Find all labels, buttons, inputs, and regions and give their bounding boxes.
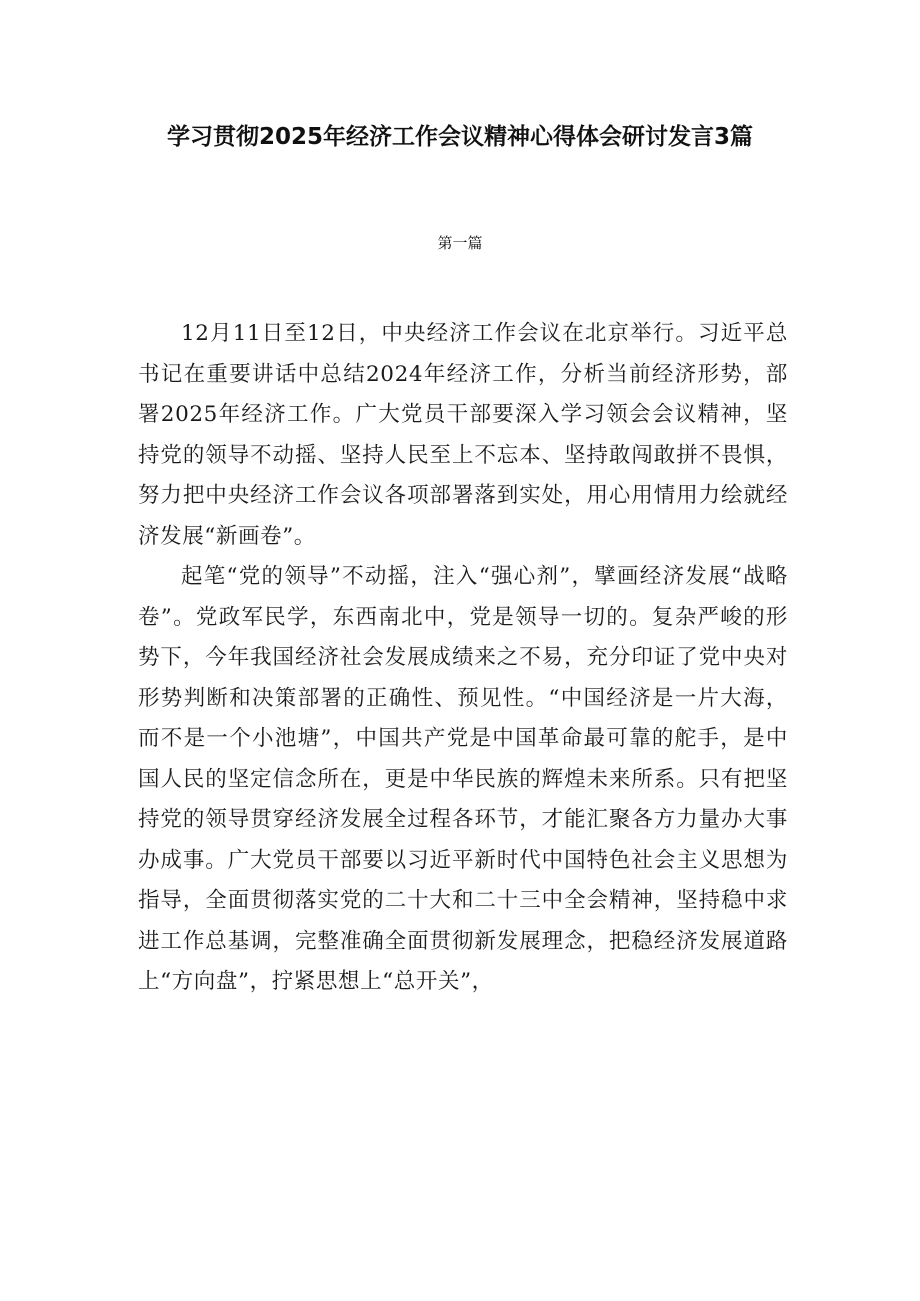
section-heading: 第一篇 [437,234,483,252]
document-title: 学习贯彻2025年经济工作会议精神心得体会研讨发言3篇 [166,124,754,150]
paragraph: 12月11日至12日，中央经济工作会议在北京举行。习近平总书记在重要讲话中总结2024年经济工作，分析当前经济形势，部署2025年经济工作。广大党员干部要深入学习领会会议精神，坚持党的领导不动摇、坚持人民至上不忘本、坚持敢闯敢拼不畏惧，努力把中央经济工作会议各项部署落到实处，用心用情用力绘就经济发展“新画卷”。 [138,321,788,549]
paragraph: 起笔“党的领导”不动摇，注入“强心剂”，擘画经济发展“战略卷”。党政军民学，东西南北中，党是领导一切的。复杂严峻的形势下，今年我国经济社会发展成绩来之不易，充分印证了党中央对形势判断和决策部署的正确性、预见性。“中国经济是一片大海，而不是一个小池塘”，中国共产党是中国革命最可靠的舵手，是中国人民的坚定信念所在，更是中华民族的辉煌未来所系。只有把坚持党的领导贯穿经济发展全过程各环节，才能汇聚各方力量办大事办成事。广大党员干部要以习近平新时代中国特色社会主义思想为指导，全面贯彻落实党的二十大和二十三中全会精神，坚持稳中求进工作总基调，完整准确全面贯彻新发展理念，把稳经济发展道路上“方向盘”，拧紧思想上“总开关”， [138,564,788,994]
body-text [138,314,788,1003]
